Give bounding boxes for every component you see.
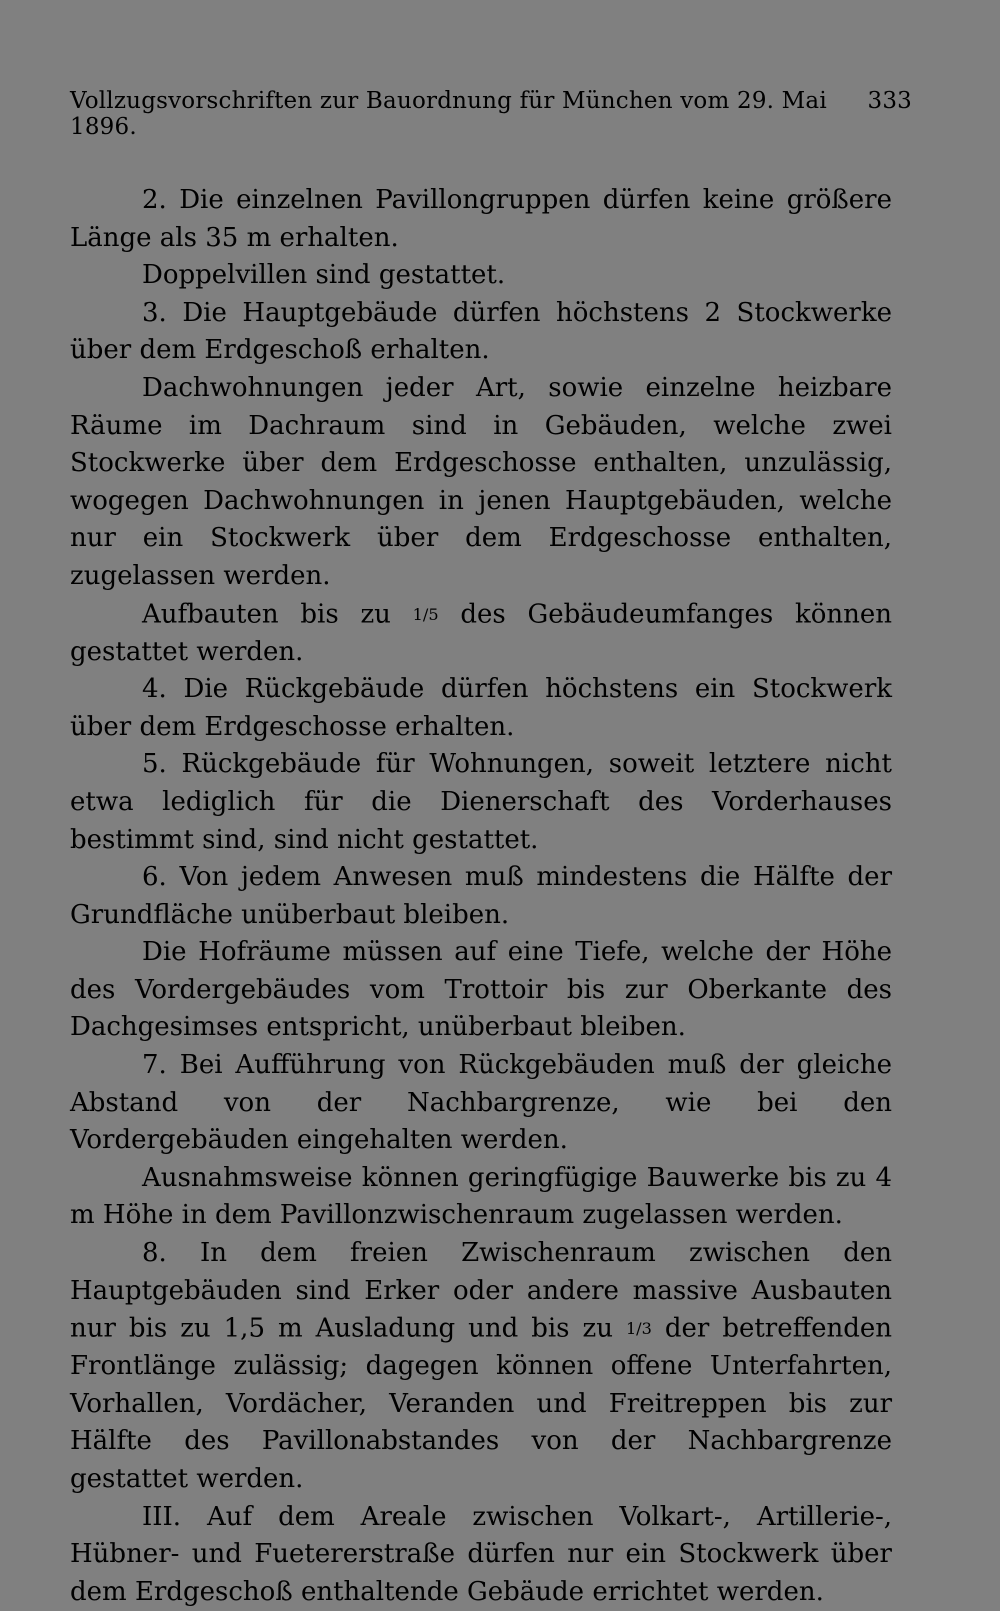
paragraph-doppelvillen: Doppelvillen sind gestattet. — [142, 260, 506, 291]
paragraph-aufbauten — [70, 596, 892, 672]
fraction-one-fifth: 1/5 — [412, 604, 439, 624]
paragraph-hofraeume: Die Hofräume müssen auf eine Tiefe, welche der Höhe des Vordergebäudes vom Trottoir bis zur Oberkante des Dachgesimses entspricht, unüberbaut bleiben. — [70, 937, 892, 1043]
paragraph-ausnahmsweise: Ausnahmsweise können geringfügige Bauwerke bis zu 4 m Höhe in dem Pavillonzwischenraum zugelassen werden. — [70, 1162, 892, 1231]
document-body — [70, 182, 892, 1611]
paragraph-III: III. Auf dem Areale zwischen Volkart-, Artillerie-, Hübner- und Fuetererstraße dürfen nur ein Stockwerk über dem Erdgeschoß enthaltende Gebäude errichtet werden. — [70, 1501, 892, 1607]
paragraph-8-end: der betreffenden Frontlänge zulässig; dagegen können offene Unterfahrten, Vorhallen, Vordächer, Veranden und Freitreppen bis zur Hälfte des Pavillonabstandes von der Nachbargrenze gestattet werden. — [70, 1313, 892, 1494]
paragraph-dachwohnungen: Dachwohnungen jeder Art, sowie einzelne heizbare Räume im Dachraum sind in Gebäuden, welche zwei Stockwerke über dem Erdgeschosse enthalten, unzulässig, wogegen Dachwohnungen in jenen Hauptgebäuden, welche nur ein Stockwerk über dem Erdgeschosse enthalten, zugelassen werden. — [70, 372, 892, 591]
paragraph-aufbauten-end: des Gebäudeumfanges können gestattet werden. — [70, 598, 893, 667]
paragraph-8-start: 8. In dem freien Zwischenraum zwischen den Hauptgebäuden sind Erker oder andere massive Ausbauten nur bis zu 1,5 m Ausladung und bis zu — [70, 1238, 892, 1344]
header-title: Vollzugsvorschriften zur Bauordnung für München vom 29. Mai 1896. — [70, 88, 827, 140]
paragraph-3: 3. Die Hauptgebäude dürfen höchstens 2 Stockwerke über dem Erdgeschoß erhalten. — [70, 297, 892, 366]
paragraph-4: 4. Die Rückgebäude dürfen höchstens ein Stockwerk über dem Erdgeschosse erhalten. — [70, 674, 892, 742]
running-header — [70, 88, 912, 140]
page-number: 333 — [867, 88, 912, 114]
paragraph-aufbauten-start: Aufbauten bis zu — [142, 598, 413, 629]
fraction-one-third: 1/3 — [625, 1319, 652, 1339]
paragraph-7: 7. Bei Aufführung von Rückgebäuden muß der gleiche Abstand von der Nachbargrenze, wie bei den Vordergebäuden eingehalten werden. — [70, 1050, 892, 1156]
paragraph-5: 5. Rückgebäude für Wohnungen, soweit letztere nicht etwa lediglich für die Dienerschaft des Vorderhauses bestimmt sind, sind nicht gestattet. — [70, 749, 892, 855]
paragraph-2: 2. Die einzelnen Pavillongruppen dürfen keine größere Länge als 35 m erhalten. — [70, 185, 892, 253]
paragraph-8 — [70, 1235, 892, 1499]
paragraph-6: 6. Von jedem Anwesen muß mindestens die Hälfte der Grundfläche unüberbaut bleiben. — [70, 862, 892, 930]
